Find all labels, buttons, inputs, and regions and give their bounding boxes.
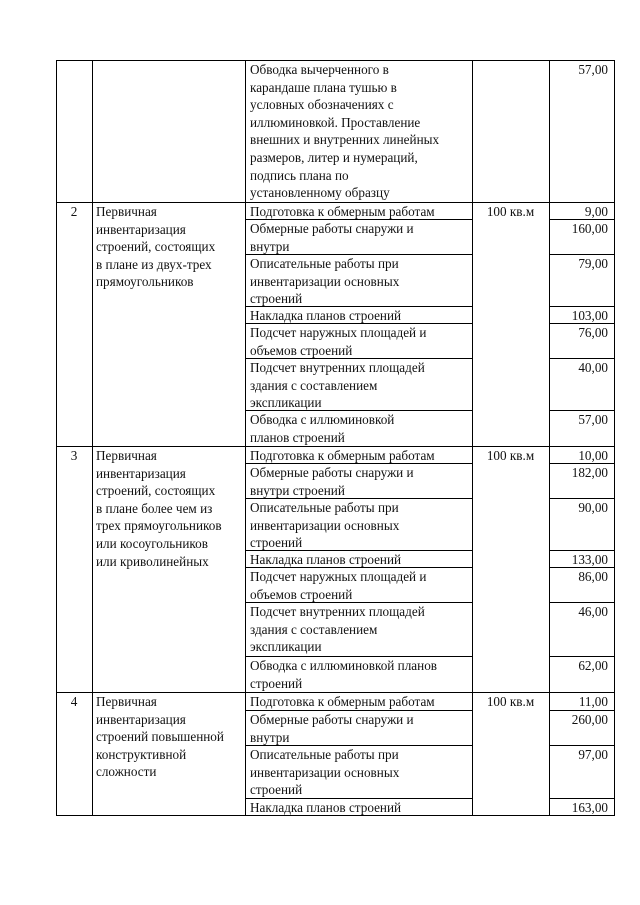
row-bottom-border — [56, 815, 615, 816]
work-description: Обмерные работы снаружи и внутри строений — [250, 465, 414, 498]
work-price: 40,00 — [578, 360, 608, 375]
row-unit: 100 кв.м — [486, 204, 535, 219]
price-divider — [549, 463, 615, 464]
price-divider — [549, 498, 615, 499]
work-description: Обводка с иллюминовкой планов строений — [250, 412, 395, 445]
column-line-1 — [92, 60, 93, 816]
work-price: 90,00 — [578, 500, 608, 515]
work-divider — [245, 358, 473, 359]
work-divider — [245, 254, 473, 255]
work-description: Подготовка к обмерным работам — [250, 204, 435, 219]
work-price: 11,00 — [578, 694, 608, 709]
price-divider — [549, 358, 615, 359]
price-divider — [549, 798, 615, 799]
row-number: 3 — [70, 448, 78, 463]
column-line-2 — [245, 60, 246, 816]
work-price: 103,00 — [571, 308, 608, 323]
work-price: 260,00 — [571, 712, 608, 727]
work-price: 97,00 — [578, 747, 608, 762]
work-divider — [245, 602, 473, 603]
work-price: 133,00 — [571, 552, 608, 567]
price-divider — [549, 710, 615, 711]
work-price: 57,00 — [578, 62, 608, 77]
work-price: 163,00 — [571, 800, 608, 815]
work-description: Обмерные работы снаружи и внутри — [250, 221, 414, 254]
work-description: Подсчет внутренних площадей здания с составлением экспликации — [250, 360, 425, 411]
work-description: Накладка планов строений — [250, 800, 402, 815]
column-line-3 — [472, 60, 473, 816]
price-divider — [549, 656, 615, 657]
work-divider — [245, 219, 473, 220]
price-divider — [549, 745, 615, 746]
row-unit: 100 кв.м — [486, 694, 535, 709]
work-price: 46,00 — [578, 604, 608, 619]
work-price: 57,00 — [578, 412, 608, 427]
work-divider — [245, 567, 473, 568]
work-divider — [245, 323, 473, 324]
work-price: 79,00 — [578, 256, 608, 271]
work-description: Обводка вычерченного в карандаше плана тушью в условных обозначениях с иллюминовкой. Проставление внешних и внутренних линейных размеров, литер и нумераций, подпись плана по установленному образцу — [250, 62, 440, 201]
row-number: 4 — [70, 694, 78, 709]
work-description: Подсчет внутренних площадей здания с составлением экспликации — [250, 604, 425, 655]
column-line-4 — [549, 60, 550, 816]
row-unit: 100 кв.м — [486, 448, 535, 463]
work-divider — [245, 463, 473, 464]
work-description: Накладка планов строений — [250, 552, 402, 567]
work-price: 160,00 — [571, 221, 608, 236]
row-name: Первичная инвентаризация строений, состоящих в плане более чем из трех прямоугольников или косоугольников или криволинейных — [96, 448, 222, 569]
price-divider — [549, 219, 615, 220]
work-description: Подготовка к обмерным работам — [250, 448, 435, 463]
price-divider — [549, 550, 615, 551]
work-description: Описательные работы при инвентаризации основных строений — [250, 256, 400, 307]
work-description: Обводка с иллюминовкой планов строений — [250, 658, 438, 691]
price-divider — [549, 306, 615, 307]
row-name: Первичная инвентаризация строений повышенной конструктивной сложности — [96, 694, 224, 780]
work-description: Обмерные работы снаружи и внутри — [250, 712, 414, 745]
work-price: 10,00 — [578, 448, 608, 463]
price-divider — [549, 254, 615, 255]
work-description: Подсчет наружных площадей и объемов строений — [250, 569, 427, 602]
work-divider — [245, 745, 473, 746]
column-line-5 — [614, 60, 615, 816]
work-price: 86,00 — [578, 569, 608, 584]
work-price: 182,00 — [571, 465, 608, 480]
price-divider — [549, 323, 615, 324]
price-divider — [549, 602, 615, 603]
price-divider — [549, 410, 615, 411]
work-description: Описательные работы при инвентаризации основных строений — [250, 747, 400, 798]
work-divider — [245, 550, 473, 551]
column-line-0 — [56, 60, 57, 816]
row-name: Первичная инвентаризация строений, состоящих в плане из двух-трех прямоугольников — [96, 204, 216, 290]
work-description: Подготовка к обмерным работам — [250, 694, 435, 709]
work-divider — [245, 306, 473, 307]
work-price: 62,00 — [578, 658, 608, 673]
work-price: 9,00 — [584, 204, 608, 219]
price-divider — [549, 567, 615, 568]
work-description: Накладка планов строений — [250, 308, 402, 323]
work-price: 76,00 — [578, 325, 608, 340]
work-divider — [245, 410, 473, 411]
work-divider — [245, 498, 473, 499]
work-divider — [245, 798, 473, 799]
work-description: Описательные работы при инвентаризации основных строений — [250, 500, 400, 551]
row-number: 2 — [70, 204, 78, 219]
work-divider — [245, 710, 473, 711]
work-description: Подсчет наружных площадей и объемов строений — [250, 325, 427, 358]
work-divider — [245, 656, 473, 657]
